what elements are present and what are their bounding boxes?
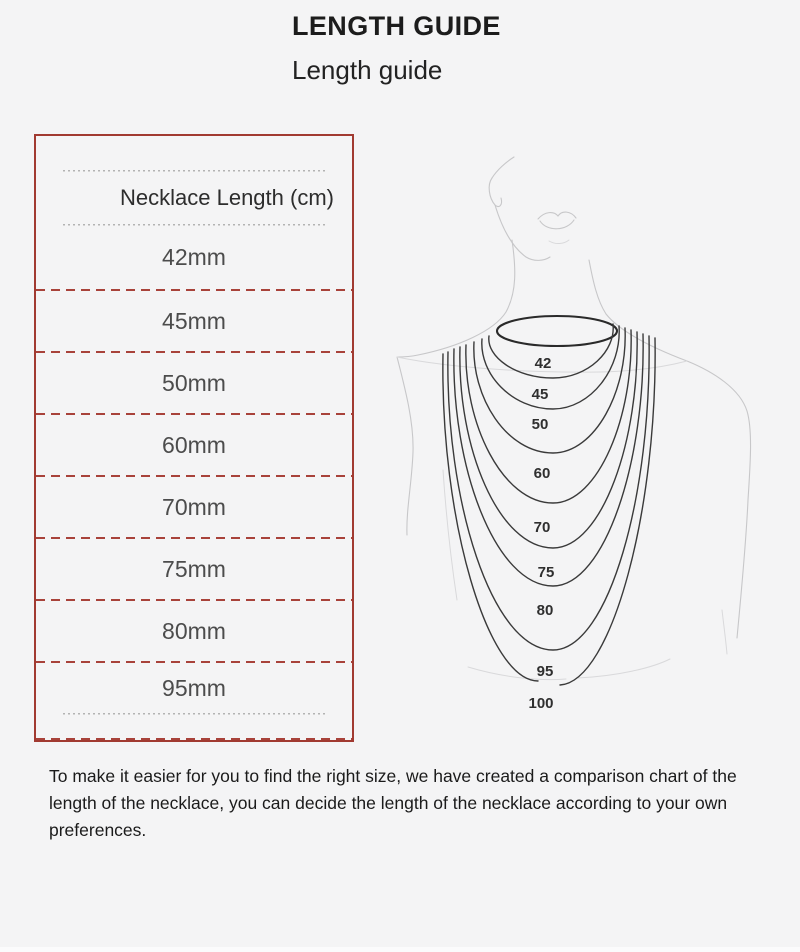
chain-42 (497, 316, 617, 346)
table-row-50mm: 50mm (162, 369, 226, 396)
size-label-45: 45 (531, 386, 549, 403)
size-label-70: 70 (533, 519, 551, 536)
table-top-spacer (36, 136, 352, 170)
size-label-75: 75 (537, 564, 555, 581)
page-header (292, 10, 501, 85)
page-title: LENGTH GUIDE (292, 11, 501, 41)
page-subtitle: Length guide (292, 55, 443, 85)
size-label-80: 80 (536, 602, 554, 619)
torso-sketch-svg (378, 140, 790, 752)
size-label-42: 42 (534, 355, 552, 372)
necklace-illustration (378, 140, 790, 752)
table-header-label: Necklace Length (cm) (120, 185, 334, 210)
table-row-42mm: 42mm (162, 244, 226, 270)
table-bottom-spacer (36, 715, 352, 738)
size-label-60: 60 (533, 465, 551, 482)
table-row-70mm: 70mm (162, 493, 226, 520)
description-text: To make it easier for you to find the right size, we have created a comparison chart of the length of the necklace, you can decide the length of the necklace according to your own preferences. (49, 766, 737, 840)
necklace-length-table (34, 134, 354, 742)
table-row-95mm: 95mm (162, 674, 226, 701)
size-label-100: 100 (528, 695, 554, 712)
table-row-60mm: 60mm (162, 431, 226, 458)
size-label-95: 95 (536, 663, 554, 680)
table-row-75mm: 75mm (162, 555, 226, 582)
dashed-divider (36, 738, 352, 740)
size-label-50: 50 (531, 416, 549, 433)
table-row-80mm: 80mm (162, 617, 226, 644)
table-row-45mm: 45mm (162, 307, 226, 334)
bottom-edge-strip (0, 947, 800, 952)
